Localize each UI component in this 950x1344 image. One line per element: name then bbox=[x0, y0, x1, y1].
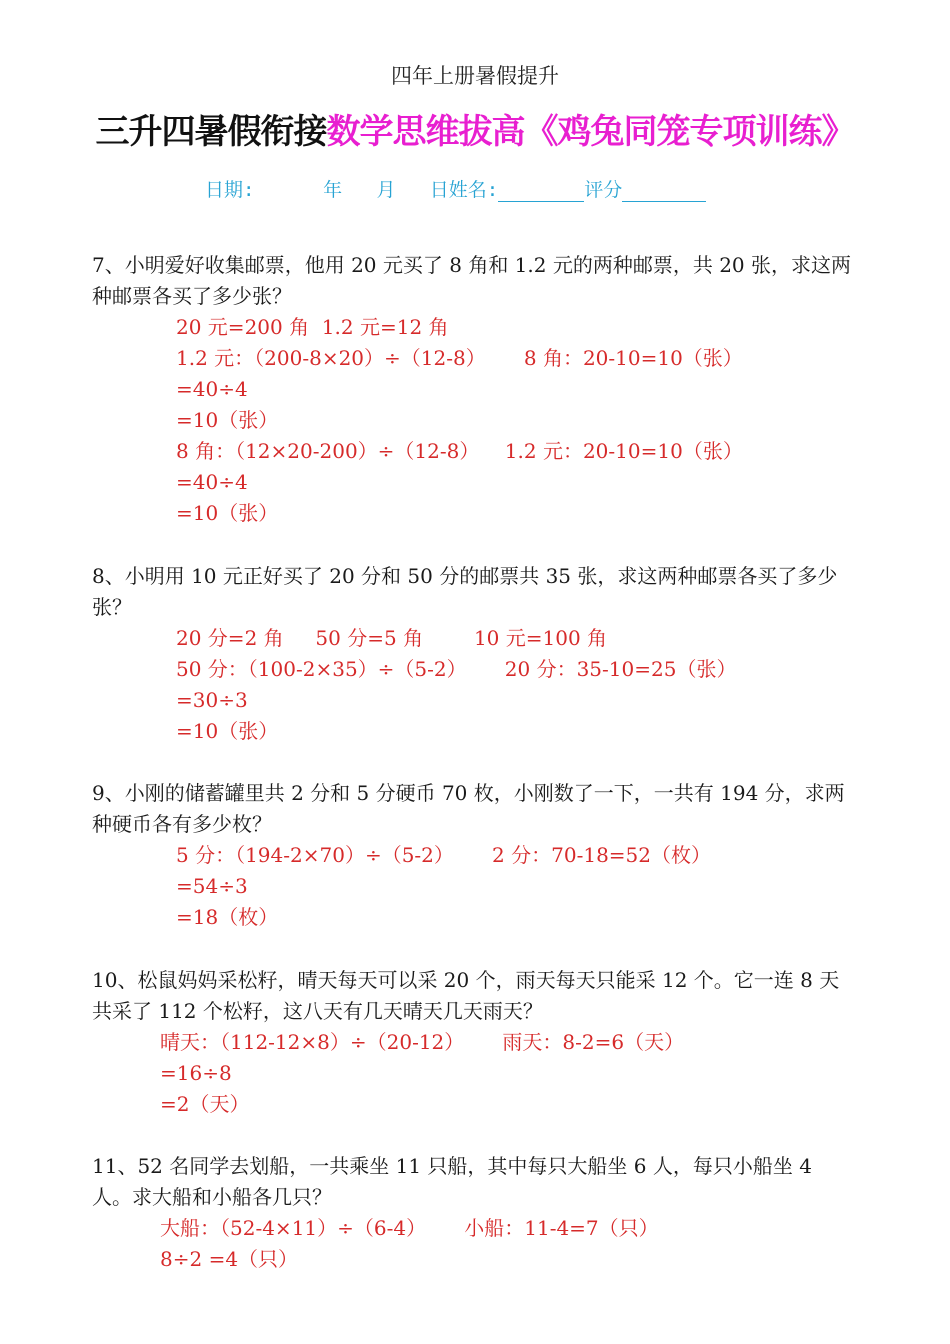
answer-line: =40÷4 bbox=[176, 470, 248, 494]
answer-line: 1.2 元：（200-8×20）÷（12-8） 8 角：20-10=10（张） bbox=[176, 346, 743, 370]
day-name-label: 日姓名: bbox=[429, 179, 499, 201]
page-subtitle: 四年上册暑假提升 bbox=[391, 64, 559, 88]
title-black-part: 三升四暑假衔接 bbox=[95, 112, 327, 152]
answer-line: 8 角：（12×20-200）÷（12-8） 1.2 元：20-10=10（张） bbox=[176, 439, 743, 463]
answer-line: 晴天：（112-12×8）÷（20-12） 雨天：8-2=6（天） bbox=[160, 1030, 685, 1054]
answer-line: 大船：（52-4×11）÷（6-4） 小船：11-4=7（只） bbox=[160, 1216, 659, 1240]
answer-line: =30÷3 bbox=[176, 688, 248, 712]
answer-line: 8÷2 =4（只） bbox=[160, 1247, 299, 1271]
answer-line: =10（张） bbox=[176, 501, 279, 525]
question-text: 11、52 名同学去划船，一共乘坐 11 只船，其中每只大船坐 6 人，每只小船坐 4 人。求大船和小船各几只？ bbox=[92, 1154, 812, 1209]
info-line bbox=[205, 175, 706, 202]
answer-line: =18（枚） bbox=[176, 905, 279, 929]
date-label: 日期: bbox=[205, 179, 255, 201]
score-label: 评分 bbox=[584, 179, 623, 201]
answer-line: =16÷8 bbox=[160, 1061, 232, 1085]
title-pink-part: 数学思维拔高《鸡兔同笼专项训练》 bbox=[326, 112, 855, 152]
answer-line: 20 元=200 角 1.2 元=12 角 bbox=[176, 315, 449, 339]
answer-line: =2（天） bbox=[160, 1092, 250, 1116]
page-title bbox=[0, 104, 950, 153]
name-blank[interactable] bbox=[498, 181, 584, 202]
answer-line: =40÷4 bbox=[176, 377, 248, 401]
answer-line: =10（张） bbox=[176, 719, 279, 743]
question-text: 10、松鼠妈妈采松籽，晴天每天可以采 20 个，雨天每天只能采 12 个。它一连 8 天共采了 112 个松籽，这八天有几天晴天几天雨天？ bbox=[92, 968, 840, 1023]
question-text: 9、小刚的储蓄罐里共 2 分和 5 分硬币 70 枚，小刚数了一下，一共有 194 分，求两种硬币各有多少枚？ bbox=[92, 781, 845, 836]
month-label: 月 bbox=[376, 179, 396, 201]
answer-line: =10（张） bbox=[176, 408, 279, 432]
year-label: 年 bbox=[323, 179, 343, 201]
score-blank[interactable] bbox=[622, 181, 706, 202]
answer-line: 50 分：（100-2×35）÷（5-2） 20 分：35-10=25（张） bbox=[176, 657, 737, 681]
answer-line: 20 分=2 角 50 分=5 角 10 元=100 角 bbox=[176, 626, 608, 650]
question-text: 8、小明用 10 元正好买了 20 分和 50 分的邮票共 35 张，求这两种邮票各买了多少张？ bbox=[92, 564, 838, 619]
answer-line: =54÷3 bbox=[176, 874, 248, 898]
answer-line: 5 分：（194-2×70）÷（5-2） 2 分：70-18=52（枚） bbox=[176, 843, 711, 867]
question-text: 7、小明爱好收集邮票，他用 20 元买了 8 角和 1.2 元的两种邮票，共 20 张，求这两种邮票各买了多少张？ bbox=[92, 253, 852, 308]
